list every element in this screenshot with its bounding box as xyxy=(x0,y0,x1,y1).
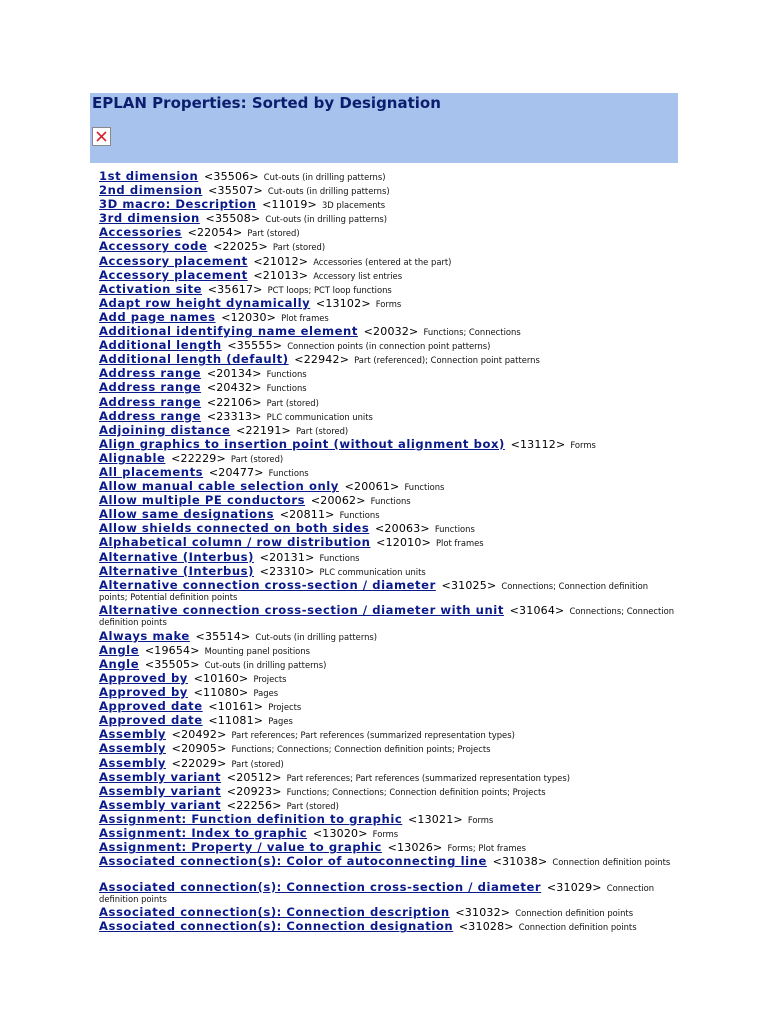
list-item xyxy=(99,352,678,366)
list-item xyxy=(99,282,678,296)
list-item xyxy=(99,905,678,919)
list-item xyxy=(99,197,678,211)
property-description: Part (stored) xyxy=(231,758,284,769)
property-link[interactable]: Address range xyxy=(99,380,202,395)
property-link[interactable]: Accessory code xyxy=(99,239,208,254)
property-code: <20063> xyxy=(375,522,430,536)
property-code: <20811> xyxy=(279,508,335,522)
property-description: Projects xyxy=(253,674,287,684)
property-code: <23310> xyxy=(259,564,315,578)
property-link[interactable]: Adapt row height dynamically xyxy=(99,295,311,310)
property-link[interactable]: 2nd dimension xyxy=(99,183,203,198)
property-code: <20492> xyxy=(171,728,227,742)
list-item xyxy=(99,770,678,784)
list-item xyxy=(99,465,678,479)
property-code: <20432> xyxy=(206,381,262,395)
property-description: Plot frames xyxy=(435,538,484,549)
property-code: <19654> xyxy=(144,643,200,657)
property-code: <31064> xyxy=(509,604,565,618)
property-link[interactable]: Additional length (default) xyxy=(99,352,289,367)
property-description: Projects xyxy=(268,702,302,713)
property-link[interactable]: Assignment: Function definition to graphic xyxy=(99,811,403,826)
property-link[interactable]: Assignment: Index to graphic xyxy=(99,826,308,841)
property-code: <21012> xyxy=(253,254,309,268)
list-item xyxy=(99,380,678,394)
property-link[interactable]: Associated connection(s): Connection designation xyxy=(99,919,454,934)
list-item xyxy=(99,310,678,324)
property-code: <10160> xyxy=(193,672,249,685)
property-code: <23313> xyxy=(206,409,262,423)
property-description: Forms xyxy=(375,298,402,309)
list-item xyxy=(99,169,678,183)
property-link[interactable]: Associated connection(s): Color of autoconnecting line xyxy=(99,854,487,869)
property-link[interactable]: Assembly xyxy=(99,727,166,742)
property-link[interactable]: Additional length xyxy=(99,338,222,353)
property-description: 3D placements xyxy=(321,200,386,211)
property-code: <22942> xyxy=(294,353,350,367)
property-description: Functions xyxy=(268,467,309,478)
property-code: <20032> xyxy=(363,325,419,339)
property-link[interactable]: Always make xyxy=(99,628,190,643)
property-description: Part (stored) xyxy=(286,800,339,811)
property-description: Pages xyxy=(268,716,293,727)
property-description: Forms xyxy=(467,814,494,825)
property-code: <20062> xyxy=(310,494,366,508)
property-code: <35514> xyxy=(195,629,251,643)
property-description: Cut-outs (in drilling patterns) xyxy=(265,214,388,225)
property-link[interactable]: Angle xyxy=(99,656,140,671)
property-link[interactable]: Assembly variant xyxy=(99,797,222,812)
property-link[interactable]: Alternative connection cross-section / diameter with unit xyxy=(99,603,504,618)
property-description: Functions xyxy=(370,496,411,507)
property-description: Connection definition points xyxy=(552,857,671,868)
property-description: Forms; Plot frames xyxy=(447,843,527,854)
list-item xyxy=(99,550,678,564)
property-code: <35505> xyxy=(144,657,200,671)
list-item xyxy=(99,629,678,643)
property-code: <22029> xyxy=(171,756,227,770)
property-link[interactable]: Associated connection(s): Connection description xyxy=(99,905,450,920)
property-description: PCT loops; PCT loop functions xyxy=(267,284,392,295)
property-description: PLC communication units xyxy=(266,411,373,422)
property-description: Functions xyxy=(319,552,360,563)
list-item xyxy=(99,366,678,380)
property-link[interactable]: Additional identifying name element xyxy=(99,324,358,339)
property-code: <22025> xyxy=(213,240,268,254)
list-item xyxy=(99,409,678,423)
property-link[interactable]: Approved by xyxy=(99,671,188,685)
property-description: Forms xyxy=(372,829,399,840)
property-link[interactable]: Angle xyxy=(99,642,140,657)
property-code: <20131> xyxy=(259,550,315,564)
property-description: Plot frames xyxy=(281,312,329,323)
property-link[interactable]: Allow same designations xyxy=(99,507,275,522)
property-description: Mounting panel positions xyxy=(204,645,310,656)
list-item xyxy=(99,521,678,535)
property-code: <35617> xyxy=(207,282,263,296)
property-code: <13112> xyxy=(510,437,566,451)
property-code: <20512> xyxy=(226,770,282,784)
page-title: EPLAN Properties: Sorted by Designation xyxy=(92,94,441,112)
property-link[interactable]: Assembly xyxy=(99,755,166,770)
list-item xyxy=(99,727,678,741)
property-code: <13102> xyxy=(315,296,371,310)
property-link[interactable]: Alignable xyxy=(99,450,166,465)
list-item xyxy=(99,685,678,699)
property-link[interactable]: 3rd dimension xyxy=(99,211,200,226)
property-link[interactable]: Accessory placement xyxy=(99,253,248,268)
property-list xyxy=(90,169,678,933)
property-link[interactable]: Assignment: Property / value to graphic xyxy=(99,840,382,855)
broken-image-icon xyxy=(92,127,111,146)
property-link[interactable]: Alternative (Interbus) xyxy=(99,563,254,578)
list-item xyxy=(99,919,678,933)
list-item xyxy=(99,840,678,854)
property-link[interactable]: Allow manual cable selection only xyxy=(99,479,339,494)
property-description: Connections; Connection definition points; Potential definition points xyxy=(99,580,649,602)
property-link[interactable]: Allow multiple PE conductors xyxy=(99,493,306,508)
property-link[interactable]: Add page names xyxy=(99,309,216,324)
property-code: <22106> xyxy=(206,395,262,409)
property-description: Part (stored) xyxy=(295,425,349,436)
property-code: <35506> xyxy=(203,170,259,183)
property-link[interactable]: Address range xyxy=(99,394,202,409)
property-code: <13021> xyxy=(407,812,463,826)
property-code: <11081> xyxy=(208,714,264,728)
property-description: Part (stored) xyxy=(247,228,300,239)
property-code: <20905> xyxy=(171,742,227,756)
property-description: Connection definition points xyxy=(99,882,655,904)
property-description: Cut-outs (in drilling patterns) xyxy=(263,172,386,182)
list-item xyxy=(99,423,678,437)
list-item xyxy=(99,603,679,629)
list-item xyxy=(99,535,678,549)
property-code: <22191> xyxy=(236,423,291,437)
list-item xyxy=(99,239,678,253)
property-description: Part (stored) xyxy=(266,397,319,408)
property-code: <31038> xyxy=(492,855,548,869)
property-link[interactable]: Allow shields connected on both sides xyxy=(99,521,370,536)
property-code: <11019> xyxy=(262,198,317,212)
list-item xyxy=(99,507,678,521)
property-code: <13026> xyxy=(387,841,443,855)
property-description: Pages xyxy=(253,688,279,699)
property-description: Functions; Connections; Connection definition points; Projects xyxy=(231,744,491,755)
list-item xyxy=(99,493,678,507)
property-description: Connection definition points xyxy=(515,908,634,919)
list-item xyxy=(99,451,678,465)
property-description: Functions xyxy=(266,369,307,380)
property-description: Connections; Connection definition points xyxy=(99,606,675,628)
property-link[interactable]: Approved date xyxy=(99,699,203,714)
property-code: <12010> xyxy=(376,536,431,550)
list-item xyxy=(99,756,678,770)
property-code: <31032> xyxy=(455,906,511,920)
list-item xyxy=(99,812,678,826)
property-description: Part references; Part references (summarized representation types) xyxy=(231,730,515,741)
property-code: <35507> xyxy=(208,184,263,198)
property-link[interactable]: Assembly variant xyxy=(99,783,222,798)
list-item xyxy=(99,395,678,409)
property-link[interactable]: Activation site xyxy=(99,281,203,296)
property-description: Cut-outs (in drilling patterns) xyxy=(255,631,378,642)
property-link[interactable]: Assembly variant xyxy=(99,769,222,784)
list-item xyxy=(99,741,678,755)
property-description: Connection points (in connection point patterns) xyxy=(287,341,491,352)
property-description: Part (referenced); Connection point patterns xyxy=(354,355,540,366)
property-description: Functions; Connections; Connection definition points; Projects xyxy=(286,786,546,797)
property-link[interactable]: Adjoining distance xyxy=(99,422,231,437)
list-item xyxy=(99,338,678,352)
property-link[interactable]: Associated connection(s): Connection cross-section / diameter xyxy=(99,879,542,894)
property-code: <20134> xyxy=(206,367,262,381)
property-link[interactable]: Alternative connection cross-section / diameter xyxy=(99,577,436,592)
property-link[interactable]: Accessory placement xyxy=(99,267,248,282)
property-description: Accessories (entered at the part) xyxy=(313,256,452,267)
property-code: <35555> xyxy=(227,339,283,353)
list-item xyxy=(99,225,678,239)
list-item xyxy=(99,437,678,451)
property-code: <21013> xyxy=(253,268,309,282)
property-description: PLC communication units xyxy=(319,566,426,577)
list-item xyxy=(99,798,678,812)
property-code: <22054> xyxy=(187,226,243,240)
list-item xyxy=(99,578,679,604)
property-description: Part (stored) xyxy=(272,242,326,253)
property-link[interactable]: 1st dimension xyxy=(99,169,199,183)
property-code: <13020> xyxy=(312,827,368,841)
property-code: <22256> xyxy=(226,798,282,812)
list-item xyxy=(99,268,678,282)
property-link[interactable]: Approved date xyxy=(99,713,203,728)
property-code: <20477> xyxy=(208,465,264,479)
property-description: Cut-outs (in drilling patterns) xyxy=(204,659,327,670)
property-code: <10161> xyxy=(208,700,264,714)
property-code: <31025> xyxy=(441,578,497,592)
property-link[interactable]: Address range xyxy=(99,366,202,381)
list-item xyxy=(99,671,678,685)
property-description: Forms xyxy=(570,439,596,450)
property-link[interactable]: Align graphics to insertion point (without alignment box) xyxy=(99,436,505,451)
list-item xyxy=(99,826,678,840)
property-code: <12030> xyxy=(221,310,277,324)
property-link[interactable]: All placements xyxy=(99,464,204,479)
list-item xyxy=(99,880,679,906)
list-item xyxy=(99,713,678,727)
list-item xyxy=(99,183,678,197)
property-description: Functions xyxy=(404,482,445,493)
document-page xyxy=(90,93,678,933)
property-code: <31028> xyxy=(458,920,514,934)
list-item xyxy=(99,296,678,310)
property-code: <20923> xyxy=(226,784,282,798)
list-item xyxy=(99,784,678,798)
property-link[interactable]: Alternative (Interbus) xyxy=(99,549,254,564)
list-item xyxy=(99,254,678,268)
property-description: Part (stored) xyxy=(230,453,284,464)
list-item xyxy=(99,564,678,578)
property-link[interactable]: Accessories xyxy=(99,225,182,240)
list-item xyxy=(99,324,678,338)
property-link[interactable]: Approved by xyxy=(99,685,188,700)
property-description: Functions; Connections xyxy=(423,327,521,338)
property-description: Functions xyxy=(266,383,307,394)
property-link[interactable]: Alphabetical column / row distribution xyxy=(99,535,371,550)
property-description: Connection definition points xyxy=(518,922,637,933)
property-description: Cut-outs (in drilling patterns) xyxy=(267,186,390,197)
list-item xyxy=(99,211,678,225)
list-item xyxy=(99,699,678,713)
property-description: Functions xyxy=(339,510,380,521)
property-code: <22229> xyxy=(171,451,226,465)
property-description: Functions xyxy=(434,524,475,535)
property-code: <35508> xyxy=(205,212,261,226)
property-code: <11080> xyxy=(193,686,249,700)
property-description: Part references; Part references (summarized representation types) xyxy=(286,772,570,783)
list-item xyxy=(99,854,679,880)
list-item xyxy=(99,657,678,671)
property-link[interactable]: Address range xyxy=(99,408,202,423)
list-item xyxy=(99,643,678,657)
property-link[interactable]: 3D macro: Description xyxy=(99,197,257,212)
property-link[interactable]: Assembly xyxy=(99,741,166,756)
property-code: <31029> xyxy=(546,880,602,894)
list-item xyxy=(99,479,678,493)
page-header xyxy=(90,93,678,163)
property-description: Accessory list entries xyxy=(313,270,403,281)
property-code: <20061> xyxy=(344,480,400,494)
